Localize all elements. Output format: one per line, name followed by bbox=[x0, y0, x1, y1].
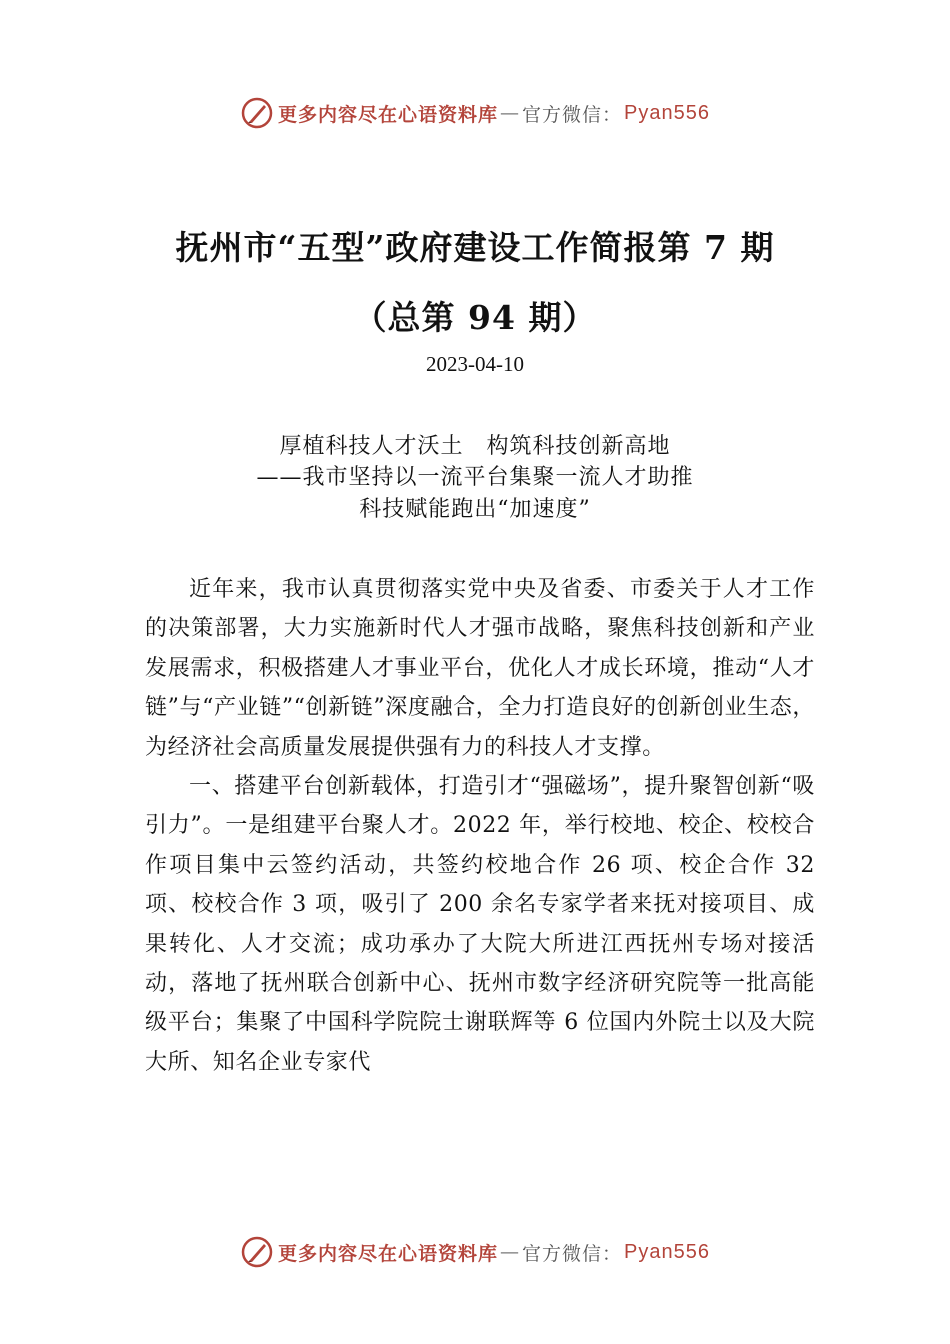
watermark-separator: — bbox=[500, 102, 521, 124]
watermark-wechat-id: Pyan556 bbox=[624, 101, 710, 124]
paragraph-section-1: 一、搭建平台创新载体，打造引才“强磁场”，提升聚智创新“吸引力”。一是组建平台聚人才。2022 年，举行校地、校企、校校合作项目集中云签约活动，共签约校地合作 26 项、校企合作 32 项、校校合作 3 项，吸引了 200 余名专家学者来抚对接项目、成果转化、人才交流；成功承办了大院大所进江西抚州专场对接活动，落地了抚州联合创新中心、抚州市数字经济研究院等一批高能级平台；集聚了中国科学院院士谢联辉等 6 位国内外院士以及大院大所、知名企业专家代 bbox=[145, 774, 815, 1075]
watermark-brand: 更多内容尽在心语资料库 bbox=[278, 103, 499, 126]
watermark-wechat-id: Pyan556 bbox=[624, 1240, 710, 1263]
watermark-label: 官方微信： bbox=[522, 1242, 623, 1265]
article-body bbox=[145, 570, 815, 1082]
header-watermark bbox=[0, 96, 950, 130]
watermark-brand: 更多内容尽在心语资料库 bbox=[278, 1242, 499, 1265]
document-date: 2023-04-10 bbox=[426, 352, 524, 376]
document-title: 抚州市“五型”政府建设工作简报第 7 期 bbox=[175, 228, 775, 267]
article-subheading-line1: ——我市坚持以一流平台集聚一流人才助推 bbox=[256, 465, 694, 490]
quill-logo-icon bbox=[240, 96, 274, 130]
document-issue-number: （总第 94 期） bbox=[353, 298, 597, 337]
paragraph-intro: 近年来，我市认真贯彻落实党中央及省委、市委关于人才工作的决策部署，大力实施新时代人才强市战略，聚焦科技创新和产业发展需求，积极搭建人才事业平台，优化人才成长环境，推动“人才链”与“产业链”“创新链”深度融合，全力打造良好的创新创业生态，为经济社会高质量发展提供强有力的科技人才支撑。 bbox=[145, 577, 815, 760]
watermark-separator: — bbox=[500, 1241, 521, 1263]
article-heading: 厚植科技人才沃土 构筑科技创新高地 bbox=[279, 434, 671, 459]
watermark-label: 官方微信： bbox=[522, 103, 623, 126]
footer-watermark bbox=[0, 1235, 950, 1269]
quill-logo-icon bbox=[240, 1235, 274, 1269]
article-subheading-line2: 科技赋能跑出“加速度” bbox=[359, 497, 591, 522]
